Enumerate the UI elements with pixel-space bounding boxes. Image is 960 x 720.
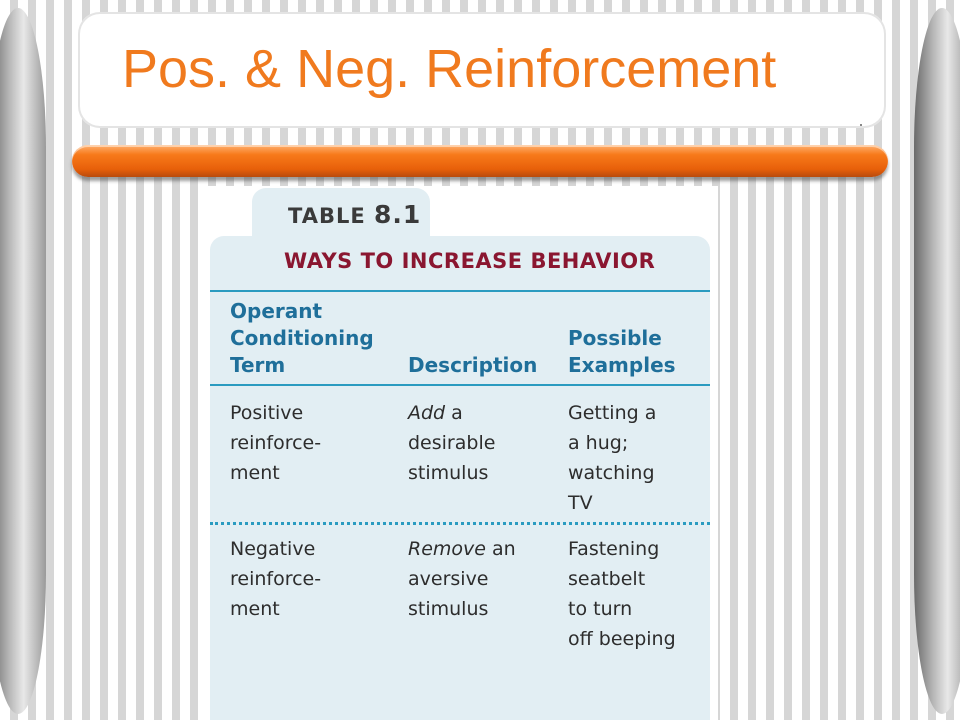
table-number-value: 8.1 — [374, 200, 422, 229]
row-1-desc-emphasis: Add — [408, 402, 446, 424]
table-row-divider — [210, 522, 710, 525]
row-1-desc-line1: a — [445, 402, 463, 424]
row-2-desc-emphasis: Remove — [408, 538, 486, 560]
table-number — [288, 200, 421, 229]
orange-divider-bar — [72, 145, 888, 177]
decorative-side-panel-left — [0, 8, 46, 714]
decorative-dot — [860, 124, 862, 126]
table-figure — [200, 186, 718, 720]
column-header-term: Operant Conditioning Term — [230, 299, 374, 377]
row-2-desc-rest: aversive stimulus — [408, 568, 489, 620]
row-2-desc-line1: an — [485, 538, 516, 560]
row-1-examples: Getting a a hug; watching TV — [568, 402, 657, 514]
table-heading: WAYS TO INCREASE BEHAVIOR — [284, 249, 656, 273]
slide-title: Pos. & Neg. Reinforcement — [122, 39, 777, 99]
row-1-description — [408, 398, 558, 488]
table-header-rule — [210, 384, 710, 386]
table-top-rule — [210, 290, 710, 292]
decorative-side-panel-right — [914, 8, 960, 714]
row-1-desc-rest: desirable stimulus — [408, 432, 496, 484]
row-2-examples: Fastening seatbelt to turn off beeping — [568, 538, 676, 650]
row-2-description — [408, 534, 558, 624]
column-header-description: Description — [408, 353, 538, 377]
column-header-examples: Possible Examples — [568, 326, 676, 377]
row-1-term: Positive reinforce- ment — [230, 402, 322, 484]
row-2-term: Negative reinforce- ment — [230, 538, 322, 620]
table-label: TABLE — [288, 204, 366, 228]
